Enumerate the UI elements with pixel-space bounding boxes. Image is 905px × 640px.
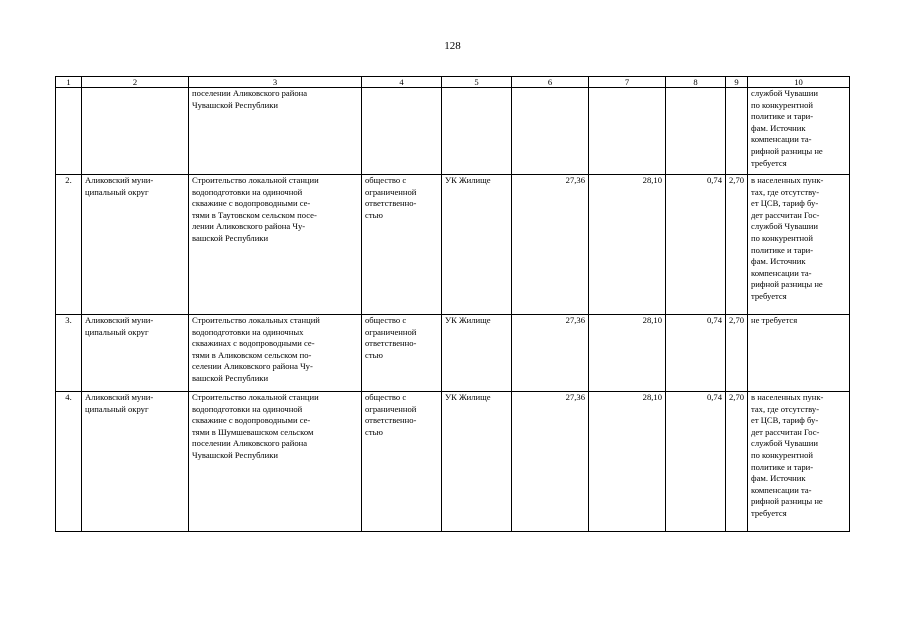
value-cell-col7: 28,10 [589, 392, 666, 532]
value-cell-col8 [666, 88, 726, 175]
municipality-cell: Аликовский муни- ципальный округ [82, 315, 189, 392]
project-cell: поселении Аликовского района Чувашской Республики [189, 88, 362, 175]
value-cell-col9: 2,70 [726, 392, 748, 532]
value-cell-col6: 27,36 [512, 315, 589, 392]
table-row [56, 88, 850, 175]
operator-cell [442, 88, 512, 175]
value-cell-col8: 0,74 [666, 392, 726, 532]
column-number: 6 [512, 77, 589, 88]
table-row [56, 315, 850, 392]
project-cell: Строительство локальной станции водоподготовки на одиночной скважине с водопроводными се- тями в Таутовском сельском посе- лении Аликовского района Чу- вашской Республики [189, 175, 362, 315]
column-number: 7 [589, 77, 666, 88]
value-cell-col7: 28,10 [589, 175, 666, 315]
org-form-cell: общество с ограниченной ответственно- стью [362, 175, 442, 315]
column-number-row [56, 77, 850, 88]
column-number: 1 [56, 77, 82, 88]
column-number: 2 [82, 77, 189, 88]
note-cell: службой Чувашии по конкурентной политике и тари- фам. Источник компенсации та- рифной разницы не требуется [748, 88, 850, 175]
row-number: 4. [56, 392, 82, 532]
municipality-cell [82, 88, 189, 175]
column-number: 4 [362, 77, 442, 88]
value-cell-col7 [589, 88, 666, 175]
value-cell-col8: 0,74 [666, 175, 726, 315]
column-number: 10 [748, 77, 850, 88]
column-number: 5 [442, 77, 512, 88]
value-cell-col6 [512, 88, 589, 175]
tariff-table [55, 76, 850, 532]
operator-cell: УК Жилище [442, 175, 512, 315]
org-form-cell: общество с ограниченной ответственно- стью [362, 315, 442, 392]
value-cell-col9 [726, 88, 748, 175]
column-number: 8 [666, 77, 726, 88]
value-cell-col8: 0,74 [666, 315, 726, 392]
row-number: 3. [56, 315, 82, 392]
value-cell-col9: 2,70 [726, 315, 748, 392]
org-form-cell: общество с ограниченной ответственно- стью [362, 392, 442, 532]
municipality-cell: Аликовский муни- ципальный округ [82, 175, 189, 315]
row-number [56, 88, 82, 175]
value-cell-col9: 2,70 [726, 175, 748, 315]
note-cell: не требуется [748, 315, 850, 392]
note-cell: в населенных пунк- тах, где отсутству- ет ЦСВ, тариф бу- дет рассчитан Гос- службой Чувашии по конкурентной политике и тари- фам. Источник компенсации та- рифной разницы не требуется [748, 392, 850, 532]
row-number: 2. [56, 175, 82, 315]
value-cell-col6: 27,36 [512, 175, 589, 315]
value-cell-col7: 28,10 [589, 315, 666, 392]
value-cell-col6: 27,36 [512, 392, 589, 532]
page-number: 128 [444, 40, 461, 52]
table-row [56, 175, 850, 315]
org-form-cell [362, 88, 442, 175]
note-cell: в населенных пунк- тах, где отсутству- ет ЦСВ, тариф бу- дет рассчитан Гос- службой Чувашии по конкурентной политике и тари- фам. Источник компенсации та- рифной разницы не требуется [748, 175, 850, 315]
table-row [56, 392, 850, 532]
municipality-cell: Аликовский муни- ципальный округ [82, 392, 189, 532]
operator-cell: УК Жилище [442, 315, 512, 392]
column-number: 3 [189, 77, 362, 88]
column-number: 9 [726, 77, 748, 88]
operator-cell: УК Жилище [442, 392, 512, 532]
project-cell: Строительство локальных станций водоподготовки на одиночных скважинах с водопроводными се- тями в Аликовском сельском по- селении Аликовского района Чу- вашской Республики [189, 315, 362, 392]
project-cell: Строительство локальной станции водоподготовки на одиночной скважине с водопроводными се- тями в Шумшевашском сельском поселении Аликовского района Чувашской Республики [189, 392, 362, 532]
